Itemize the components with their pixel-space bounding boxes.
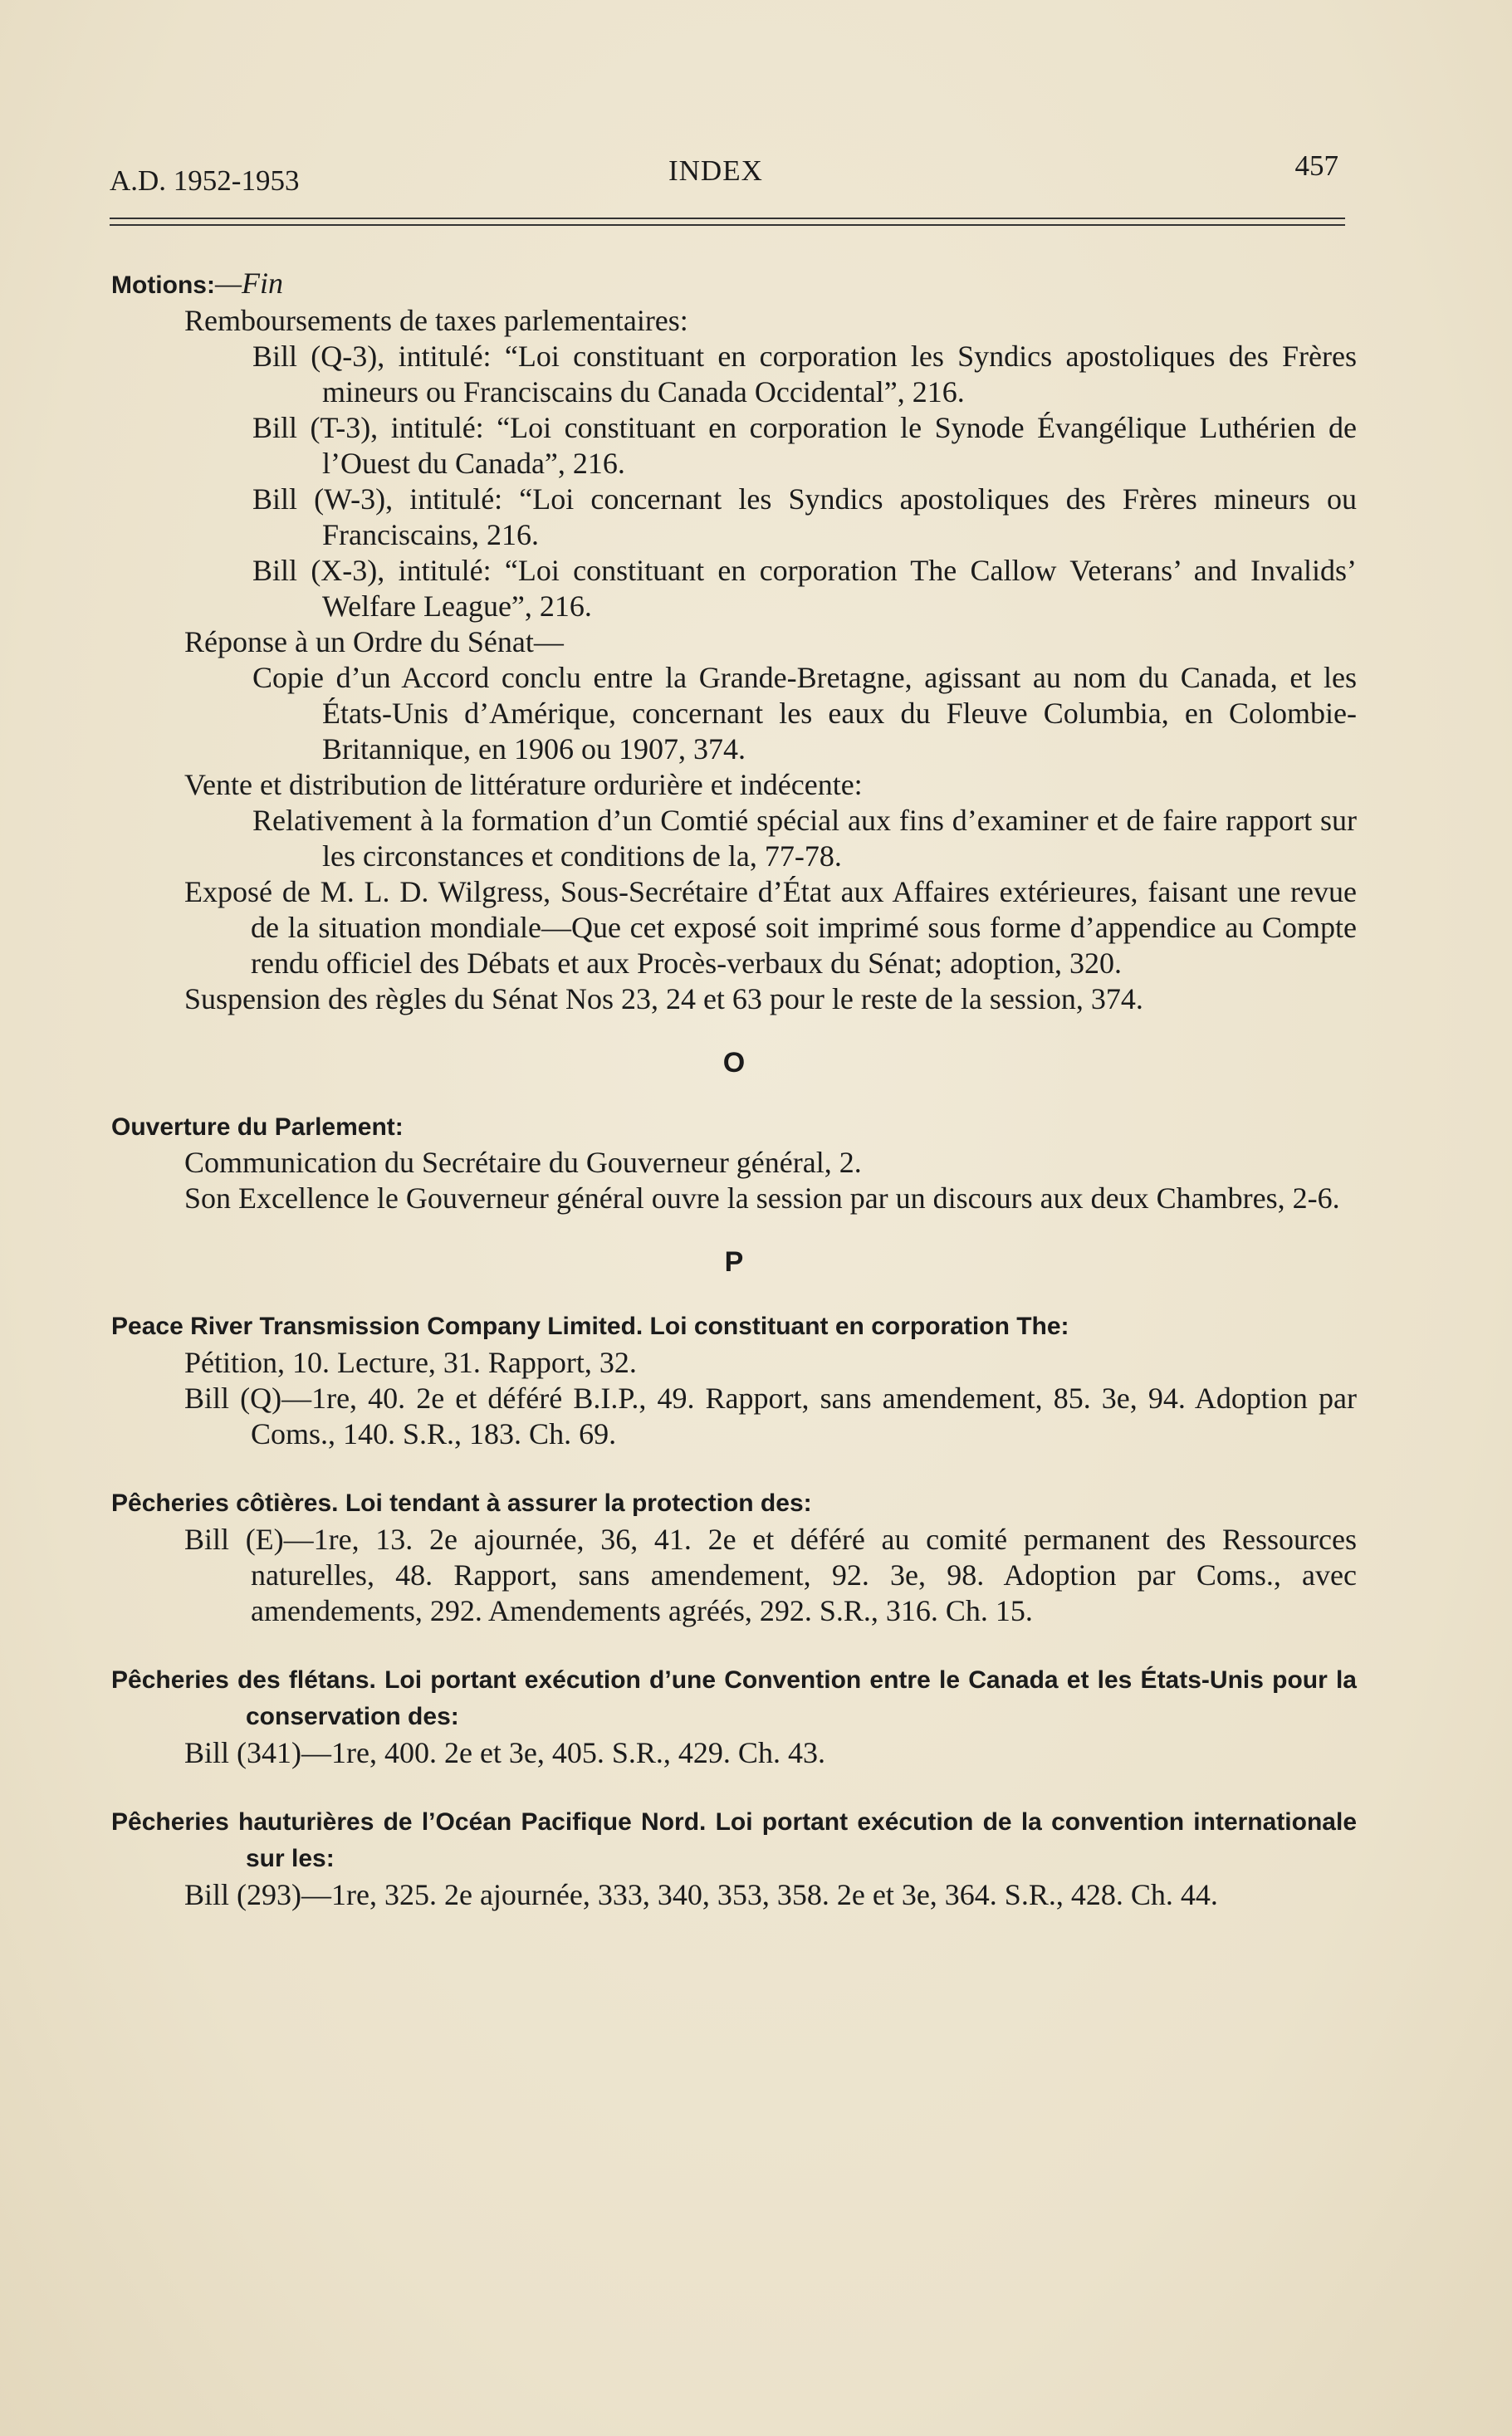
section-heading-pecheries-cotieres: Pêcheries côtières. Loi tendant à assurer la protection des: [111,1489,812,1517]
section-heading-ouverture: Ouverture du Parlement: [111,1113,404,1141]
subentry-vente: Vente et distribution de littérature ordurière et indécente: [184,768,863,801]
entry-bill-w3: Bill (W-3), intitulé: “Loi concernant les Syndics apostoliques des Frères mineurs ou Franciscains, 216. [252,482,1357,551]
subentry-remboursements: Remboursements de taxes parlementaires: [184,304,688,337]
subentry-reponse: Réponse à un Ordre du Sénat— [184,625,564,658]
heading-suffix: —Fin [214,267,283,300]
section-heading-motions: Motions:—Fin [111,267,283,300]
entry-pecheries-cotieres-bill: Bill (E)—1re, 13. 2e ajournée, 36, 41. 2e et déféré au comité permanent des Ressources naturelles, 48. Rapport, sans amendement, 92. 3e, 98. Adoption par Coms., avec amendements, 292. Amendements agréés, 292. S.R., 316. Ch. 15. [184,1523,1357,1627]
entry-bill-q3: Bill (Q-3), intitulé: “Loi constituant en corporation les Syndics apostoliques des Frères mineurs ou Franciscains du Canada Occidental”, 216. [252,340,1357,408]
entry-pecheries-fletans-bill: Bill (341)—1re, 400. 2e et 3e, 405. S.R., 429. Ch. 43. [184,1736,825,1769]
entry-comite-special: Relativement à la formation d’un Comtié spécial aux fins d’examiner et de faire rapport sur les circonstances et conditions de la, 77-78. [252,804,1357,873]
header-year: A.D. 1952-1953 [110,164,300,197]
page-number: 457 [1294,149,1338,182]
entry-bill-x3: Bill (X-3), intitulé: “Loi constituant en corporation The Callow Veterans’ and Invalids’ Welfare League”, 216. [252,554,1357,623]
entry-peace-river-bill: Bill (Q)—1re, 40. 2e et déféré B.I.P., 49. Rapport, sans amendement, 85. 3e, 94. Adoption par Coms., 140. S.R., 183. Ch. 69. [184,1382,1357,1450]
header-rule-top [110,218,1345,219]
section-heading-peace-river: Peace River Transmission Company Limited. Loi constituant en corporation The: [111,1313,1069,1340]
header-rule-bottom [110,224,1345,226]
subentry-expose: Exposé de M. L. D. Wilgress, Sous-Secrétaire d’État aux Affaires extérieures, faisant une revue de la situation mondiale—Que cet exposé soit imprimé sous forme d’appendice au Compte rendu officiel des Débats et aux Procès-verbaux du Sénat; adoption, 320. [184,875,1357,980]
subentry-suspension: Suspension des règles du Sénat Nos 23, 24 et 63 pour le reste de la session, 374. [184,982,1143,1015]
section-letter-o: O [722,1047,746,1079]
entry-communication: Communication du Secrétaire du Gouverneur général, 2. [184,1146,862,1179]
page-header [110,149,1347,199]
index-content [111,266,1357,1913]
section-heading-pecheries-fletans: Pêcheries des flétans. Loi portant exécution d’une Convention entre le Canada et les États-Unis pour la conservation des: [111,1666,1357,1730]
section-heading-pecheries-hauturieres: Pêcheries hauturières de l’Océan Pacifique Nord. Loi portant exécution de la convention internationale sur les: [111,1808,1357,1872]
entry-discours: Son Excellence le Gouverneur général ouvre la session par un discours aux deux Chambres, 2-6. [184,1181,1340,1215]
entry-bill-t3: Bill (T-3), intitulé: “Loi constituant en corporation le Synode Évangélique Luthérien de l’Ouest du Canada”, 216. [252,411,1357,480]
entry-peace-river-petition: Pétition, 10. Lecture, 31. Rapport, 32. [184,1346,637,1379]
entry-pecheries-hauturieres-bill: Bill (293)—1re, 325. 2e ajournée, 333, 340, 353, 358. 2e et 3e, 364. S.R., 428. Ch. 44. [184,1878,1218,1911]
section-letter-p: P [724,1246,744,1278]
header-title: INDEX [668,154,763,187]
entry-accord-columbia: Copie d’un Accord conclu entre la Grande-Bretagne, agissant au nom du Canada, et les États-Unis d’Amérique, concernant les eaux du Fleuve Columbia, en Colombie-Britannique, en 1906 ou 1907, 374. [252,661,1357,766]
